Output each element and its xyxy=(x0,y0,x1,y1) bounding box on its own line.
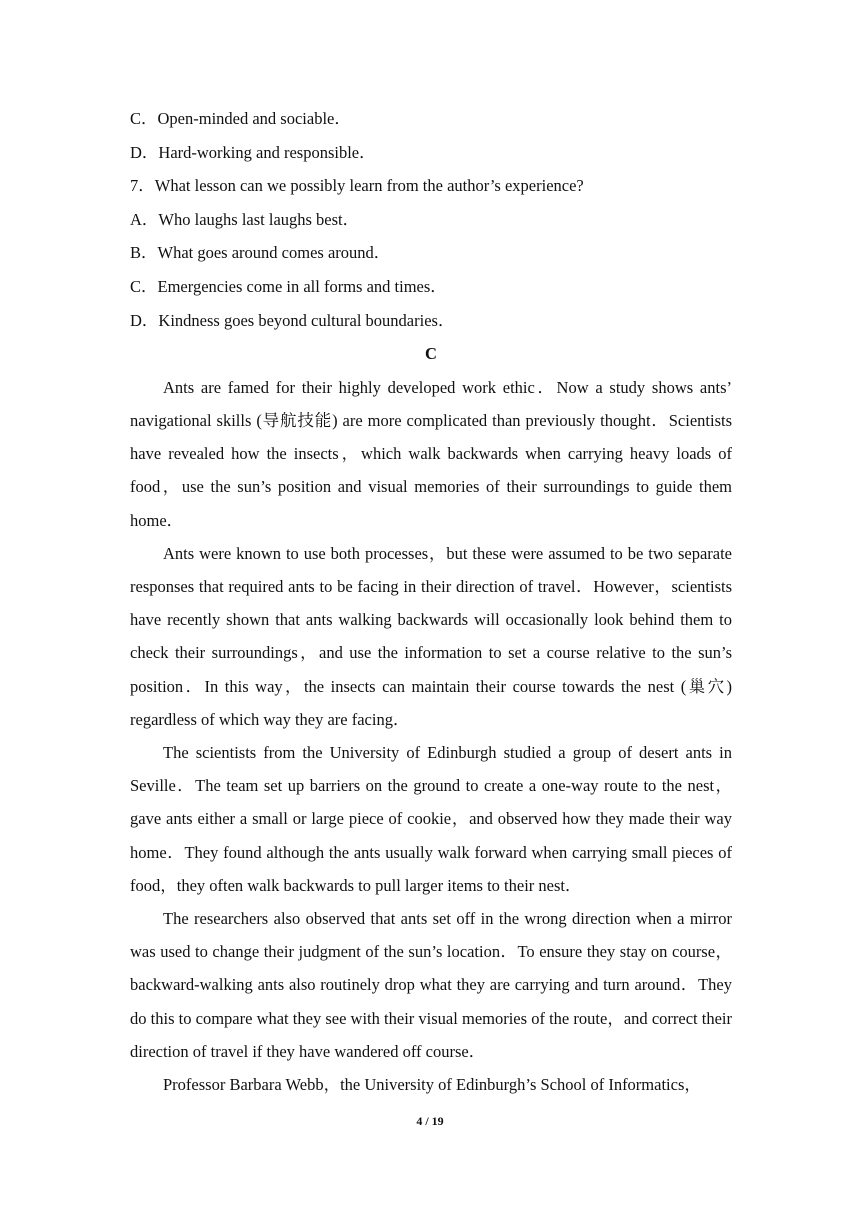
option-a-q7: A．Who laughs last laughs best． xyxy=(130,209,360,229)
question-7-stem: 7．What lesson can we possibly learn from the author’s experience? xyxy=(130,176,584,196)
option-c-q6: C．Open-minded and sociable． xyxy=(130,109,351,128)
passage-paragraph-2: Ants were known to use both processes，but these were assumed to be two separate responses that required ants to be facing in their direction of travel．However，scientists have recently shown that ants walking backwards will occasionally look behind them to check their surroundings，and use the information to set a course relative to the sun’s position．In this way，the insects can maintain their course towards the nest (巢穴) regardless of which way they are facing． xyxy=(130,543,732,729)
passage-paragraph-3: The scientists from the University of Edinburgh studied a group of desert ants in Seville．The team set up barriers on the ground to create a one-way route to the nest，gave ants either a small or large piece of cookie，and observed how they made their way home．They found although the ants usually walk forward when carrying small pieces of food，they often walk backwards to pull larger items to their nest． xyxy=(130,742,732,895)
passage-paragraph-5: Professor Barbara Webb，the University of Edinburgh’s School of Informatics， xyxy=(163,1075,701,1095)
passage-paragraph-4: The researchers also observed that ants set off in the wrong direction when a mirror was used to change their judgment of the sun’s location．To ensure they stay on course，backward-walking ants also routinely drop what they are carrying and turn around．They do this to compare what they see with their visual memories of the route，and correct their direction of travel if they have wandered off course． xyxy=(130,909,732,1061)
option-d-q6: D．Hard-working and responsible． xyxy=(130,142,376,162)
option-d-q7: D．Kindness goes beyond cultural boundaries． xyxy=(130,310,455,330)
option-c-q7: C．Emergencies come in all forms and times． xyxy=(130,276,447,296)
passage-paragraph-1: Ants are famed for their highly developed work ethic．Now a study shows ants’ navigational skills (导航技能) are more complicated than previously thought．Scientists have revealed how the insects，which walk backwards when carrying heavy loads of food，use the sun’s position and visual memories of their surroundings to guide them home． xyxy=(130,377,732,530)
passage-heading: C xyxy=(425,344,437,364)
page-number: 4 / 19 xyxy=(416,1114,444,1128)
option-b-q7: B．What goes around comes around． xyxy=(130,243,391,263)
page-content xyxy=(130,102,732,1101)
